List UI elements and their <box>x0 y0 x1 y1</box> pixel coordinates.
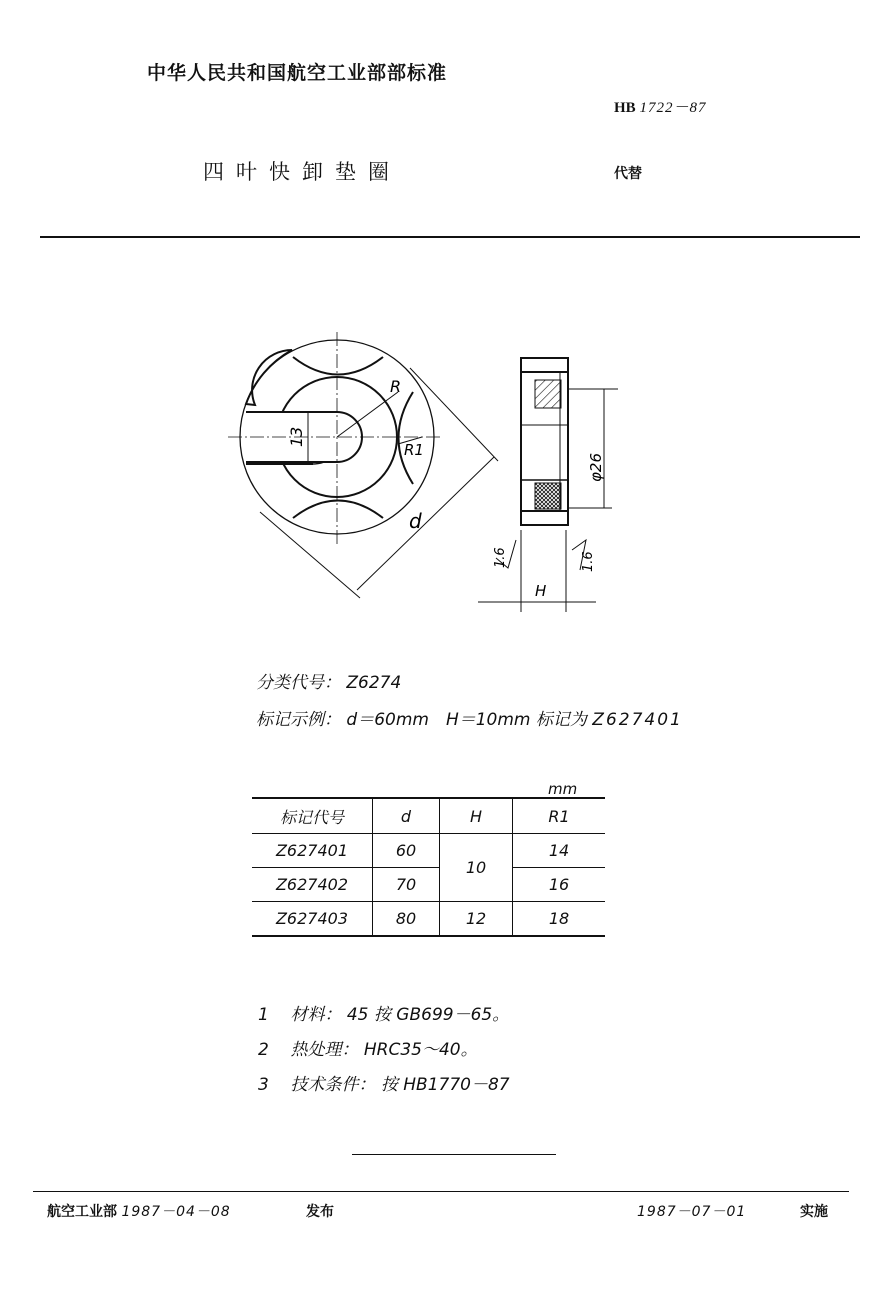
issuing-organization: 中华人民共和国航空工业部部标准 <box>147 62 448 84</box>
row-r1: 14 <box>513 834 606 868</box>
note-text: 按 HB1770－87 <box>380 1075 510 1095</box>
marking-example-spec: d＝60mm H＝10mm <box>346 710 531 730</box>
classification-line <box>256 668 401 693</box>
radius-1-label: R1 <box>404 441 424 459</box>
note-item <box>258 1000 509 1025</box>
washer-outer-profile <box>246 350 292 405</box>
row-code: Z627403 <box>252 902 373 937</box>
row-r1: 16 <box>513 868 606 902</box>
document-title: 四叶快卸垫圈 <box>203 160 401 184</box>
footer-effective-label: 实施 <box>800 1204 828 1220</box>
note-text: HRC35～40。 <box>363 1040 478 1060</box>
inner-diameter-label: φ26 <box>587 453 605 482</box>
row-d: 60 <box>373 834 440 868</box>
footer-effective-date: 1987－07－01 <box>637 1204 747 1220</box>
diameter-label: d <box>409 509 422 533</box>
row-h: 10 <box>440 834 513 902</box>
row-r1: 18 <box>513 902 606 937</box>
table-header-row <box>252 798 605 834</box>
classification-label: 分类代号： <box>256 673 341 693</box>
dimensions-table <box>252 797 605 937</box>
header-h: H <box>440 798 513 834</box>
note-item <box>258 1070 510 1095</box>
radius-label: R <box>390 377 402 396</box>
marking-result-label: 标记为 <box>535 710 587 730</box>
footer-rule <box>33 1191 849 1192</box>
row-code: Z627401 <box>252 834 373 868</box>
right-notch <box>399 392 414 484</box>
table-row <box>252 834 605 868</box>
note-label: 材料： <box>290 1005 342 1025</box>
note-number: 1 <box>258 1005 269 1025</box>
row-code: Z627402 <box>252 868 373 902</box>
note-item <box>258 1035 478 1060</box>
table-row <box>252 902 605 937</box>
footer-issuer: 航空工业部 <box>47 1204 117 1220</box>
row-h: 12 <box>440 902 513 937</box>
footer-issue <box>47 1201 231 1221</box>
header-d: d <box>373 798 440 834</box>
standard-prefix: HB <box>614 100 636 116</box>
side-view <box>478 358 618 612</box>
footer-issue-date: 1987－04－08 <box>121 1204 231 1220</box>
bottom-notch <box>293 501 383 519</box>
note-label: 热处理： <box>290 1040 359 1060</box>
front-view <box>228 332 498 598</box>
roughness-left-label: 1.6 <box>493 547 508 568</box>
marking-example-line <box>256 705 683 730</box>
row-d: 70 <box>373 868 440 902</box>
top-notch <box>293 357 383 375</box>
standard-code: 1722－87 <box>639 100 707 116</box>
header-r1: R1 <box>513 798 606 834</box>
roughness-right-label: 1.6 <box>581 551 596 572</box>
technical-drawing <box>0 0 885 640</box>
header-code: 标记代号 <box>252 798 373 834</box>
end-rule <box>352 1154 556 1155</box>
marking-result-code: Z627401 <box>592 710 683 730</box>
row-d: 80 <box>373 902 440 937</box>
classification-code: Z6274 <box>346 673 402 693</box>
note-number: 2 <box>258 1040 269 1060</box>
slot-width-label: 13 <box>287 426 306 447</box>
replaces-label: 代替 <box>614 166 642 182</box>
table-row <box>252 868 605 902</box>
table-unit: mm <box>548 780 578 798</box>
note-number: 3 <box>258 1075 269 1095</box>
note-text: 45 按 GB699－65。 <box>346 1005 510 1025</box>
footer-issue-label: 发布 <box>306 1204 334 1220</box>
marking-example-label: 标记示例： <box>256 710 341 730</box>
note-label: 技术条件： <box>290 1075 376 1095</box>
thickness-label: H <box>535 582 547 600</box>
